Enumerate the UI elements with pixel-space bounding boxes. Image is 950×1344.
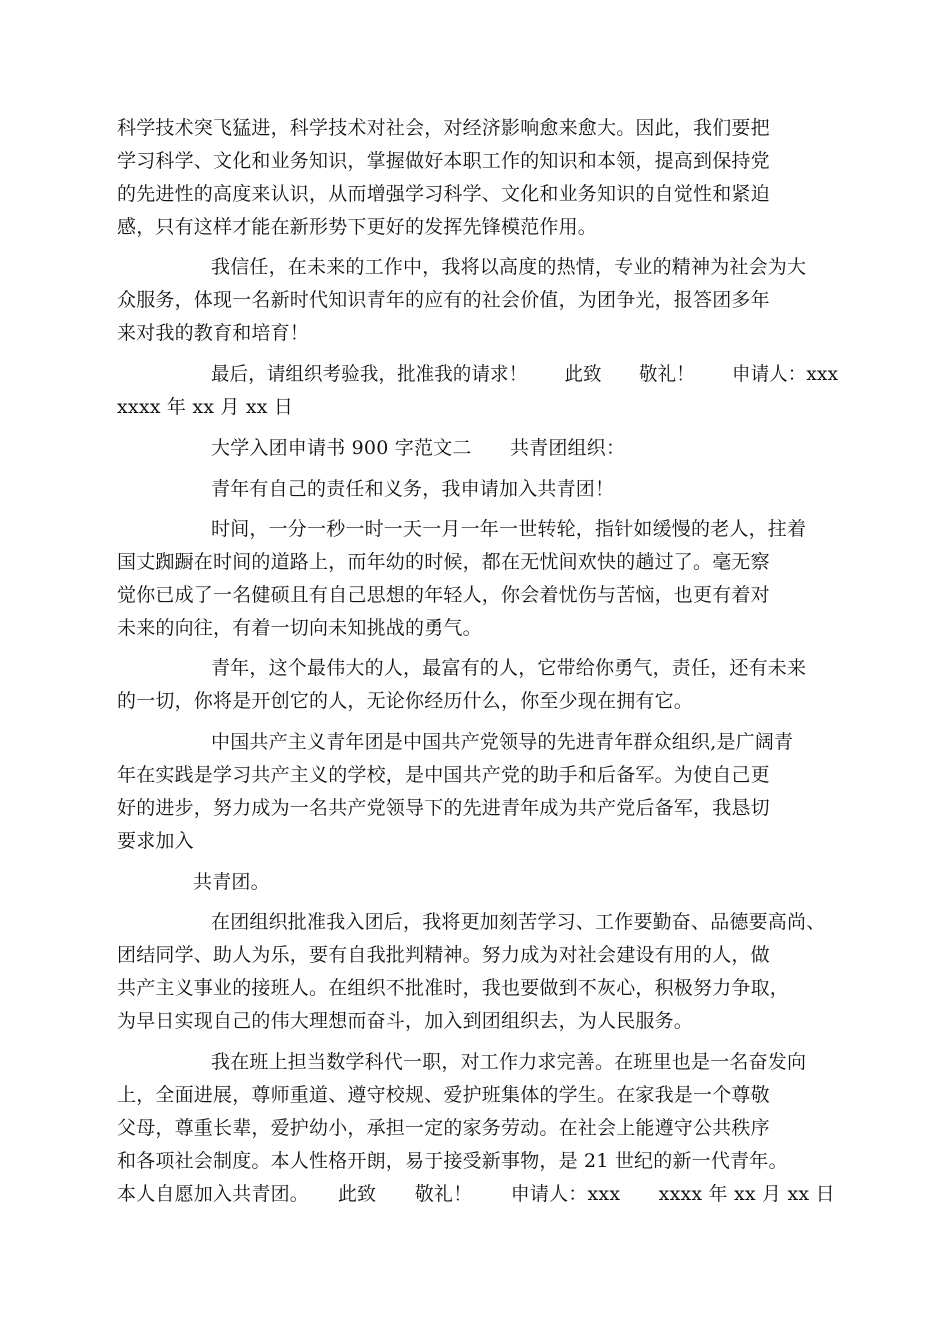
- text-line: xxxx 年 xx 月 xx 日: [117, 396, 294, 418]
- text-line: 要求加入: [117, 830, 194, 852]
- text-line: 学习科学、文化和业务知识，掌握做好本职工作的知识和本领，提高到保持党: [117, 150, 770, 172]
- text-line: 本人自愿加入共青团。 此致 敬礼！ 申请人：xxx xxxx 年 xx 月 xx 日: [117, 1183, 835, 1205]
- text-line: 中国共产主义青年团是中国共产党领导的先进青年群众组织,是广阔青: [211, 731, 794, 753]
- text-line: 科学技术突飞猛进，科学技术对社会，对经济影响愈来愈大。因此，我们要把: [117, 117, 770, 139]
- text-line: 感，只有这样才能在新形势下更好的发挥先锋模范作用。: [117, 216, 598, 238]
- text-line: 为早日实现自己的伟大理想而奋斗，加入到团组织去，为人民服务。: [117, 1010, 694, 1032]
- text-line: 共青团。: [193, 871, 270, 893]
- text-line: 上，全面进展，尊师重道、遵守校规、爱护班集体的学生。在家我是一个尊敬: [117, 1084, 770, 1106]
- text-line: 的先进性的高度来认识，从而增强学习科学、文化和业务知识的自觉性和紧迫: [117, 183, 770, 205]
- text-line: 来对我的教育和培育！: [117, 322, 310, 344]
- text-line: 青年有自己的责任和义务，我申请加入共青团！: [211, 478, 615, 500]
- text-line: 共产主义事业的接班人。在组织不批准时，我也要做到不灰心，积极努力争取，: [117, 977, 790, 999]
- text-line: 众服务，体现一名新时代知识青年的应有的社会价值，为团争光，报答团多年: [117, 289, 770, 311]
- text-line: 好的进步，努力成为一名共产党领导下的先进青年成为共产党后备军，我恳切: [117, 797, 770, 819]
- text-line: 我信任，在未来的工作中，我将以高度的热情，专业的精神为社会为大: [211, 256, 807, 278]
- text-line: 未来的向往，有着一切向未知挑战的勇气。: [117, 617, 482, 639]
- text-line: 年在实践是学习共产主义的学校，是中国共产党的助手和后备军。为使自己更: [117, 764, 770, 786]
- text-line: 青年，这个最伟大的人，最富有的人，它带给你勇气，责任，还有未来: [211, 657, 807, 679]
- text-line: 和各项社会制度。本人性格开朗，易于接受新事物，是 21 世纪的新一代青年。: [117, 1150, 788, 1172]
- text-line: 时间，一分一秒一时一天一月一年一世转轮，指针如缓慢的老人，拄着: [211, 518, 807, 540]
- text-line: 的一切，你将是开创它的人，无论你经历什么，你至少现在拥有它。: [117, 690, 694, 712]
- text-line: 国丈踟蹰在时间的道路上，而年幼的时候，都在无忧间欢快的趟过了。毫无察: [117, 551, 770, 573]
- text-line: 觉你已成了一名健硕且有自己思想的年轻人，你会着忧伤与苦恼，也更有着对: [117, 584, 770, 606]
- text-line: 我在班上担当数学科代一职，对工作力求完善。在班里也是一名奋发向: [211, 1051, 807, 1073]
- text-line: 最后，请组织考验我，批准我的请求！ 此致 敬礼！ 申请人：xxx: [211, 363, 839, 385]
- text-line: 父母，尊重长辈，爱护幼小，承担一定的家务劳动。在社会上能遵守公共秩序: [117, 1117, 770, 1139]
- text-line: 在团组织批准我入团后，我将更加刻苦学习、工作要勤奋、品德要高尚、: [211, 911, 826, 933]
- text-line: 团结同学、助人为乐，要有自我批判精神。努力成为对社会建设有用的人，做: [117, 944, 770, 966]
- text-line: 大学入团申请书 900 字范文二 共青团组织：: [211, 437, 626, 459]
